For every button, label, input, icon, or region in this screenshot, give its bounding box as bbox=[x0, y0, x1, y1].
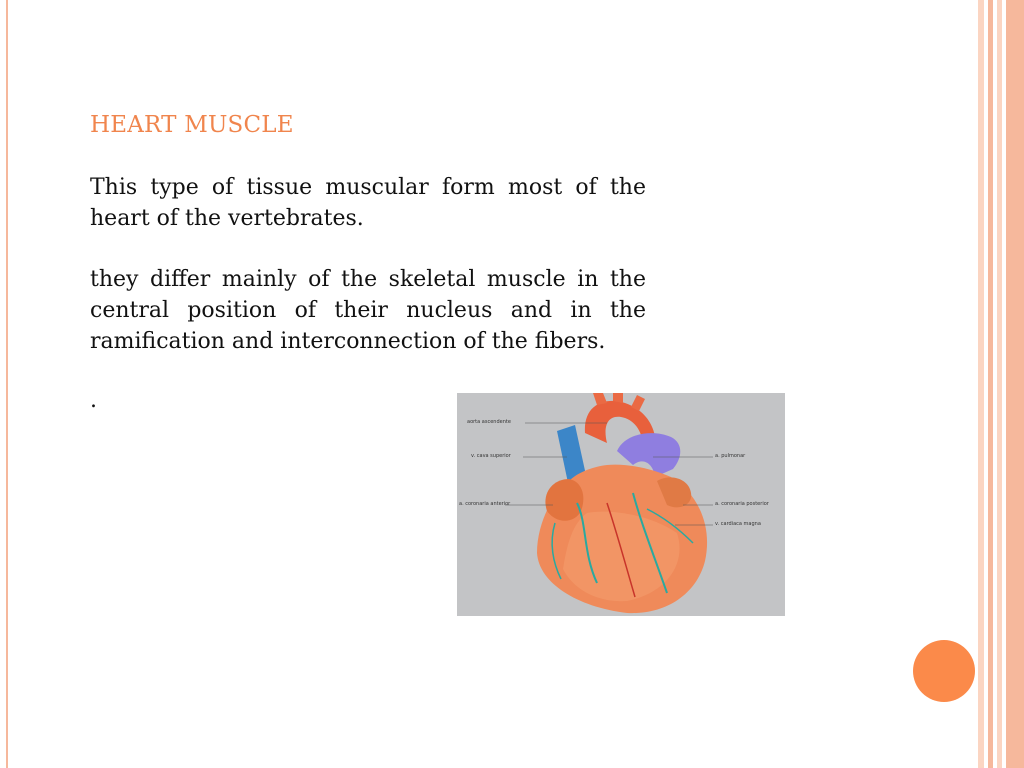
figure-label-coronary-posterior: a. coronaria posterior bbox=[715, 501, 769, 507]
figure-label-coronary-anterior: a. coronaria anterior bbox=[459, 501, 511, 507]
paragraph-definition: This type of tissue muscular form most of the heart of the vertebrates. bbox=[90, 175, 646, 231]
figure-label-vena-cava: v. cava superior bbox=[471, 453, 511, 459]
left-border-line bbox=[6, 0, 8, 768]
heart-anatomy-image bbox=[457, 393, 785, 616]
figure-label-cardiac-vein: v. cardiaca magna bbox=[715, 521, 761, 527]
figure-label-aorta: aorta ascendente bbox=[467, 419, 511, 425]
right-stripe-3 bbox=[997, 0, 1002, 768]
orange-accent-circle bbox=[913, 640, 975, 702]
right-stripe-2 bbox=[988, 0, 993, 768]
right-stripe-4 bbox=[1006, 0, 1024, 768]
slide-title: HEART MUSCLE bbox=[90, 112, 294, 138]
right-atrium bbox=[545, 479, 583, 521]
paragraph-difference: they differ mainly of the skeletal muscle in the central position of their nucleus and in the ramification and interconnection of the fibers. bbox=[90, 267, 646, 354]
trailing-dot: . bbox=[90, 388, 97, 413]
figure-label-pulmonary: a. pulmonar bbox=[715, 453, 746, 459]
right-stripe-1 bbox=[978, 0, 984, 768]
